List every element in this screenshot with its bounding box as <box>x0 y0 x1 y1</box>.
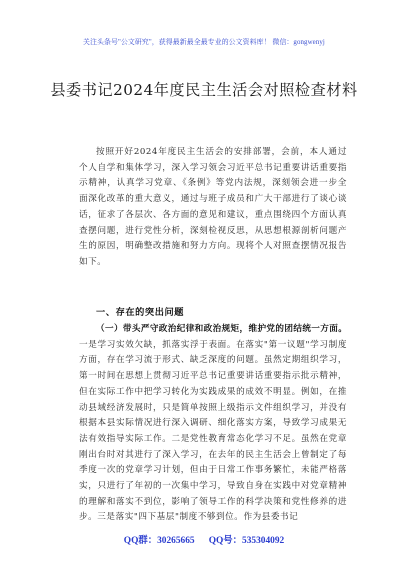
footer-qq: QQ号：535304092 <box>208 536 285 546</box>
header-promo-note: 关注头条号"公文研究"，获得最新最全最专业的公文资料库！ 微信：gongwenyj <box>83 39 325 46</box>
subsection-heading: （一）带头严守政治纪律和政治规矩，维护党的团结统一方面。 <box>96 324 347 334</box>
section-heading: 一、存在的突出问题 <box>96 307 185 318</box>
intro-paragraph: 按照开好2024年度民主生活会的安排部署，会前，本人通过个人自学和集体学习，深入学习领会习近平总书记重要讲话重要指示精神，认真学习党章、《条例》等党内法规，深刻领会进一步全面深化改革的重大意义，通过与班子成员和广大干部进行了谈心谈话，征求了各层次、各方面的意见和建议，重点围绕四个方面认真查摆问题，进行党性分析，深刻检视反思，从思想根源剖析问题产生的原因，明确整改措施和努力方向。现将个人对照查摆情况报告如下。 <box>79 147 347 267</box>
footer-contact <box>0 532 408 546</box>
main-paragraph-text: 一是学习实效欠缺，抓落实浮于表面。在落实"第一议题"学习制度方面，存在学习流于形式、缺乏深度的问题。虽然定期组织学习，第一时间在思想上贯彻习近平总书记重要讲话重要指示批示精神，但在实际工作中把学习转化为实践成果的成效不明显。例如，在推动县域经济发展时，只是简单按照上级指示文件组织学习，并没有根据本县实际情况进行深入调研、细化落实方案，导致学习成果无法有效指导实际工作。二是党性教育常态化学习不足。虽然在党章刚出台时对其进行了深入学习，在去年的民主生活会上曾制定了每季度一次的党章学习计划，但由于日常工作事务繁忙，未能严格落实，只进行了年初的一次集中学习，导致自身在实践中对党章精神的理解和落实不到位，影响了领导工作的科学决策和党性修养的进步。三是落实"四下基层"制度不够到位。作为县委书记 <box>79 339 347 523</box>
footer-qq-group: QQ群：30265665 <box>123 536 195 546</box>
main-paragraph <box>79 322 347 526</box>
document-title: 县委书记2024年度民主生活会对照检查材料 <box>50 81 358 99</box>
